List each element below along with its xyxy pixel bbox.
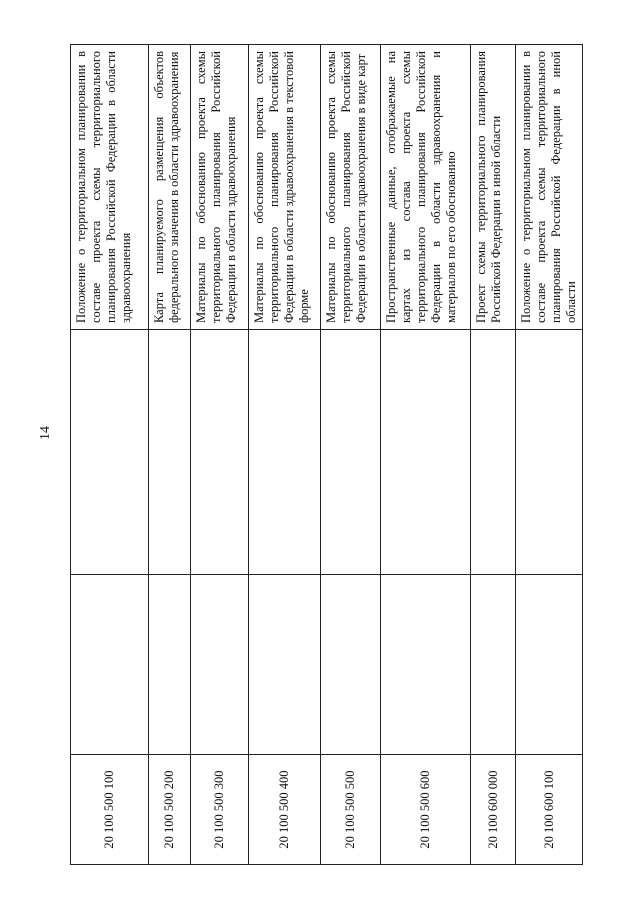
description-cell: Материалы по обоснованию проекта схемы территориального планирования Российской Федерации в области здравоохранения в виде карт [321,45,381,330]
table-row [381,45,471,865]
empty-cell [471,575,516,755]
description-cell: Карта планируемого размещения объектов федерального значения в области здравоохранения [149,45,191,330]
page-number: 14 [38,426,53,440]
description-cell: Пространственные данные, отображаемые на картах из состава проекта схемы территориального планирования Российской Федерации в области здравоохранения и материалов по его обоснованию [381,45,471,330]
empty-cell [381,330,471,575]
empty-cell [471,330,516,575]
empty-cell [149,575,191,755]
empty-cell [516,330,583,575]
rotated-table-container [70,45,578,865]
empty-cell [321,330,381,575]
empty-cell [249,330,321,575]
table-row [471,45,516,865]
description-cell: Положение о территориальном планировании в составе проекта схемы территориального планирования Российской Федерации в иной области [516,45,583,330]
table-row [191,45,249,865]
table-row [249,45,321,865]
table-row [516,45,583,865]
description-cell: Материалы по обоснованию проекта схемы территориального планирования Российской Федерации в области здравоохранения в текстовой форме [249,45,321,330]
empty-cell [191,330,249,575]
empty-cell [191,575,249,755]
empty-cell [516,575,583,755]
table-row [149,45,191,865]
description-cell: Положение о территориальном планировании в составе проекта схемы территориального планирования Российской Федерации в области здравоохранения [71,45,149,330]
description-cell: Проект схемы территориального планирования Российской Федерации в иной области [471,45,516,330]
empty-cell [381,575,471,755]
code-cell: 20 100 500 400 [249,755,321,865]
code-cell: 20 100 500 600 [381,755,471,865]
code-cell: 20 100 500 300 [191,755,249,865]
classification-table [70,44,583,865]
table-row [71,45,149,865]
code-cell: 20 100 500 200 [149,755,191,865]
description-cell: Материалы по обоснованию проекта схемы территориального планирования Российской Федерации в области здравоохранения [191,45,249,330]
empty-cell [149,330,191,575]
empty-cell [71,330,149,575]
code-cell: 20 100 600 000 [471,755,516,865]
empty-cell [321,575,381,755]
table-row [321,45,381,865]
code-cell: 20 100 600 100 [516,755,583,865]
empty-cell [71,575,149,755]
code-cell: 20 100 500 100 [71,755,149,865]
code-cell: 20 100 500 500 [321,755,381,865]
empty-cell [249,575,321,755]
